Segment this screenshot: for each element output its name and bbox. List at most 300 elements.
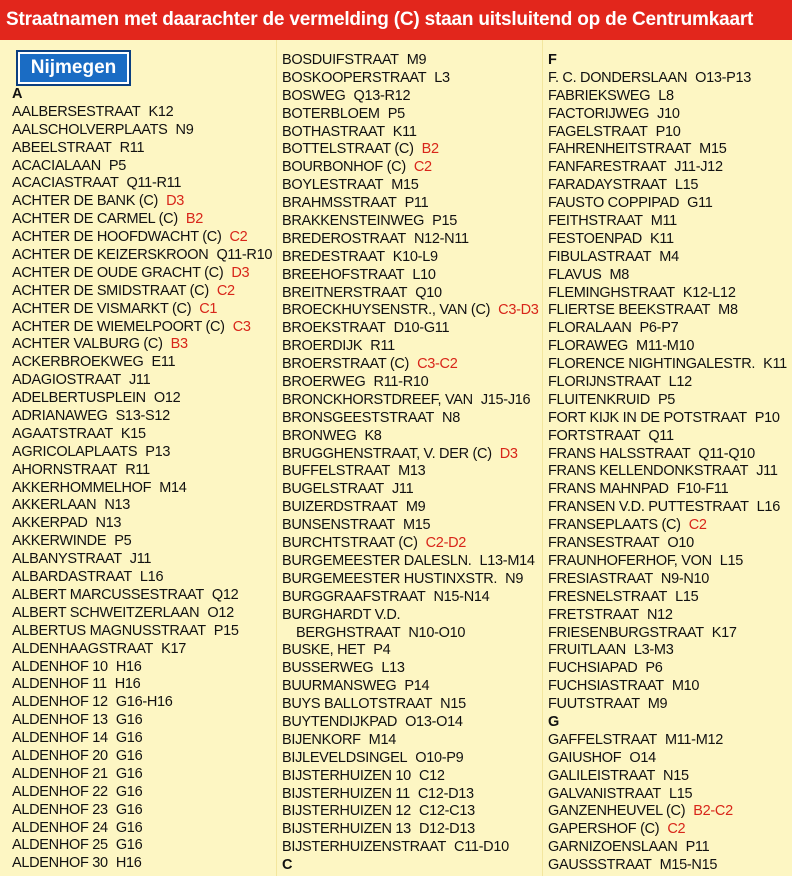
street-entry xyxy=(12,158,274,176)
map-grid-code: C11-D10 xyxy=(454,839,509,856)
street-entry xyxy=(548,499,792,517)
map-grid-code: L15 xyxy=(675,588,699,605)
street-entry xyxy=(282,159,544,177)
map-grid-code: L3-M3 xyxy=(633,642,674,659)
street-entry xyxy=(548,428,792,446)
map-grid-code: D10-G11 xyxy=(393,320,450,337)
street-entry xyxy=(12,104,274,122)
map-grid-code: M15 xyxy=(402,517,431,534)
map-grid-code: M9 xyxy=(406,52,427,68)
street-name: ALDENHOF 12 xyxy=(12,694,108,711)
map-grid-code: K11 xyxy=(763,356,787,373)
street-name: ACHTER DE OUDE GRACHT (C) xyxy=(12,264,224,281)
map-grid-code: Q13-R12 xyxy=(353,87,411,104)
street-name: FLORIJNSTRAAT xyxy=(548,374,661,391)
street-entry xyxy=(282,768,544,786)
street-name: ALDENHOF 10 xyxy=(12,658,108,675)
map-grid-code: J11 xyxy=(756,463,778,480)
street-entry xyxy=(12,515,274,533)
street-name: BIJSTERHUIZENSTRAAT xyxy=(282,839,447,856)
street-entry xyxy=(548,517,792,535)
street-entry xyxy=(548,302,792,320)
street-entry xyxy=(548,625,792,643)
map-grid-code: M8 xyxy=(718,302,738,319)
street-name: BROERWEG xyxy=(282,374,366,391)
street-entry xyxy=(548,786,792,804)
street-entry xyxy=(282,750,544,768)
street-name: AKKERPAD xyxy=(12,515,88,532)
street-name: AKKERWINDE xyxy=(12,533,107,550)
centrum-map-code: C3 xyxy=(232,318,251,335)
centrum-map-code: C2 xyxy=(413,159,432,176)
street-name: ALBANYSTRAAT xyxy=(12,551,122,568)
map-grid-code: Q11-R10 xyxy=(216,247,273,264)
street-name: FUCHSIASTRAAT xyxy=(548,678,664,695)
map-grid-code: O13-P13 xyxy=(695,69,752,86)
street-name: FAUSTO COPPIPAD xyxy=(548,195,680,212)
map-grid-code: M14 xyxy=(159,479,187,496)
map-grid-code: P4 xyxy=(373,642,391,659)
street-name: FRIESENBURGSTRAAT xyxy=(548,624,704,641)
street-name: ALBERT MARCUSSESTRAAT xyxy=(12,586,204,603)
map-grid-code: R11 xyxy=(370,338,395,355)
street-entry xyxy=(548,571,792,589)
map-grid-code: P5 xyxy=(108,157,127,174)
street-entry xyxy=(548,750,792,768)
street-name: ACHTER DE CARMEL (C) xyxy=(12,211,178,228)
index-section-letter: A xyxy=(12,86,23,102)
map-grid-code: J11 xyxy=(391,481,414,498)
street-entry xyxy=(282,535,544,553)
street-name: ACHTER DE HOOFDWACHT (C) xyxy=(12,229,222,246)
street-name: FRANSEN V.D. PUTTESTRAAT xyxy=(548,499,749,516)
map-grid-code: R11-R10 xyxy=(373,374,429,391)
street-entry xyxy=(548,285,792,303)
map-grid-code: K15 xyxy=(120,425,146,442)
street-entry xyxy=(282,392,544,410)
map-grid-code: P6 xyxy=(645,660,663,677)
map-grid-code: G16 xyxy=(115,765,143,782)
street-entry xyxy=(548,124,792,142)
street-entry xyxy=(282,446,544,464)
street-name: AALBERSESTRAAT xyxy=(12,103,141,120)
map-grid-code: N9-N10 xyxy=(660,570,710,587)
street-name: BIJSTERHUIZEN 12 xyxy=(282,803,411,820)
centrum-map-code: B2 xyxy=(421,141,439,158)
street-entry xyxy=(282,374,544,392)
street-name: FRESNELSTRAAT xyxy=(548,588,668,605)
street-entry xyxy=(282,553,544,571)
street-entry xyxy=(548,642,792,660)
street-entry xyxy=(548,535,792,553)
street-entry xyxy=(548,70,792,88)
street-name: BUIZERDSTRAAT xyxy=(282,499,398,516)
street-name: AGRICOLAPLAATS xyxy=(12,443,138,460)
map-grid-code: P10 xyxy=(655,123,681,140)
street-name: FUCHSIAPAD xyxy=(548,660,638,677)
street-entry xyxy=(548,553,792,571)
street-entry xyxy=(12,336,274,354)
street-entry xyxy=(282,821,544,839)
map-grid-code: P5 xyxy=(387,105,405,122)
street-name: BOSWEG xyxy=(282,87,346,104)
map-grid-code: G16 xyxy=(115,712,143,729)
column-divider xyxy=(276,40,277,876)
map-grid-code: L12 xyxy=(668,374,692,391)
map-grid-code: L15 xyxy=(674,177,699,194)
street-name: ALDENHOF 24 xyxy=(12,819,108,836)
map-grid-code: L15 xyxy=(668,785,693,802)
map-grid-code: N15 xyxy=(663,767,689,784)
street-name: AKKERHOMMELHOF xyxy=(12,479,152,496)
map-grid-code: J11 xyxy=(129,551,152,568)
street-name: ALBERT SCHWEITZERLAAN xyxy=(12,604,200,621)
map-grid-code: N13 xyxy=(95,515,122,532)
centrum-map-code: C3-D3 xyxy=(498,302,539,319)
street-name: BRONSGEESTSTRAAT xyxy=(282,409,435,426)
street-name: BRUGGHENSTRAAT, V. DER (C) xyxy=(282,445,492,462)
street-entry xyxy=(548,463,792,481)
map-grid-code: G16 xyxy=(115,783,143,800)
street-entry xyxy=(548,159,792,177)
street-entry xyxy=(548,88,792,106)
map-grid-code: H16 xyxy=(114,676,141,693)
street-entry xyxy=(12,659,274,677)
street-name: BUSSERWEG xyxy=(282,660,374,677)
street-name: FANFARESTRAAT xyxy=(548,159,667,176)
street-entry xyxy=(12,390,274,408)
street-index-column-2 xyxy=(282,52,544,875)
street-name: AGAATSTRAAT xyxy=(12,425,113,442)
street-name: FRESIASTRAAT xyxy=(548,570,653,587)
street-name: ACKERBROEKWEG xyxy=(12,354,144,371)
street-entry xyxy=(282,696,544,714)
centrum-map-code: C2 xyxy=(229,229,248,246)
street-name: FLAVUS xyxy=(548,266,602,283)
street-entry xyxy=(282,70,544,88)
street-entry xyxy=(12,623,274,641)
centrum-map-code: C2 xyxy=(688,517,707,534)
street-name: ALDENHOF 22 xyxy=(12,783,108,800)
street-entry xyxy=(12,551,274,569)
street-index-column-3 xyxy=(548,52,792,875)
street-name: FIBULASTRAAT xyxy=(548,248,652,265)
street-entry xyxy=(282,124,544,142)
map-grid-code: H16 xyxy=(115,658,142,675)
street-name: GAIUSHOF xyxy=(548,749,622,766)
city-name-badge: Nijmegen xyxy=(16,50,131,86)
street-entry xyxy=(12,122,274,140)
street-entry xyxy=(12,837,274,855)
street-name: BUGELSTRAAT xyxy=(282,481,384,498)
centrum-map-code: B2 xyxy=(185,211,204,228)
street-entry xyxy=(548,320,792,338)
street-entry xyxy=(282,428,544,446)
map-grid-code: N15 xyxy=(440,696,466,713)
street-name: ALBARDASTRAAT xyxy=(12,569,132,586)
street-name: ACHTER VALBURG (C) xyxy=(12,336,163,353)
centrum-map-code: C2 xyxy=(216,282,235,299)
street-entry xyxy=(12,283,274,301)
street-name: FRANSESTRAAT xyxy=(548,535,660,552)
map-grid-code: P10 xyxy=(754,409,780,426)
street-entry xyxy=(282,625,544,643)
street-entry xyxy=(12,175,274,193)
map-grid-code: O10-P9 xyxy=(415,749,464,766)
street-entry xyxy=(12,730,274,748)
street-entry xyxy=(12,676,274,694)
map-grid-code: C12-D13 xyxy=(417,785,474,802)
street-entry xyxy=(12,229,274,247)
map-grid-code: L16 xyxy=(756,499,780,516)
map-grid-code: P14 xyxy=(404,678,430,695)
street-entry xyxy=(12,802,274,820)
street-name: BOTERBLOEM xyxy=(282,105,380,122)
street-entry xyxy=(548,732,792,750)
street-name: BIJENKORF xyxy=(282,731,361,748)
street-name: BOSKOOPERSTRAAT xyxy=(282,69,427,86)
map-grid-code: L13-M14 xyxy=(479,552,535,569)
street-entry xyxy=(282,481,544,499)
map-grid-code: M15 xyxy=(699,141,727,158)
street-name: BUYS BALLOTSTRAAT xyxy=(282,696,433,713)
street-name: ACHTER DE WIEMELPOORT (C) xyxy=(12,318,225,335)
map-grid-code: F10-F11 xyxy=(676,481,729,498)
map-grid-code: K11 xyxy=(649,230,674,247)
street-name: F. C. DONDERSLAAN xyxy=(548,69,688,86)
map-grid-code: G11 xyxy=(687,195,713,212)
map-grid-code: L3 xyxy=(434,69,450,86)
street-name: ALDENHOF 21 xyxy=(12,765,108,782)
street-entry xyxy=(282,732,544,750)
centrum-notice-banner: Straatnamen met daarachter de vermelding (C) staan uitsluitend op de Centrumkaart xyxy=(0,0,792,40)
street-entry xyxy=(548,374,792,392)
map-grid-code: L16 xyxy=(139,569,164,586)
street-entry xyxy=(12,569,274,587)
street-name: ALDENHOF 25 xyxy=(12,837,108,854)
street-entry xyxy=(548,589,792,607)
street-entry xyxy=(548,481,792,499)
street-name: ACACIASTRAAT xyxy=(12,175,119,192)
map-grid-code: M15-N15 xyxy=(659,857,718,874)
street-name: FRANS HALSSTRAAT xyxy=(548,445,691,462)
map-grid-code: Q11 xyxy=(648,427,674,444)
street-name: ADRIANAWEG xyxy=(12,408,108,425)
street-entry xyxy=(282,106,544,124)
street-name: BERGHSTRAAT xyxy=(296,624,401,641)
map-grid-code: N9 xyxy=(505,570,524,587)
street-entry xyxy=(548,231,792,249)
street-name: ACHTER DE KEIZERSKROON xyxy=(12,247,209,264)
street-name: BIJSTERHUIZEN 10 xyxy=(282,767,411,784)
map-grid-code: L10 xyxy=(412,266,436,283)
street-name: FESTOENPAD xyxy=(548,230,642,247)
map-grid-code: M9 xyxy=(647,696,668,713)
street-entry xyxy=(548,446,792,464)
centrum-map-code: C3-C2 xyxy=(417,356,458,373)
map-grid-code: O14 xyxy=(629,749,656,766)
street-entry xyxy=(548,249,792,267)
street-name: GAFFELSTRAAT xyxy=(548,731,657,748)
street-entry xyxy=(12,712,274,730)
street-entry xyxy=(12,301,274,319)
street-entry xyxy=(12,820,274,838)
map-grid-code: M10 xyxy=(671,678,700,695)
street-entry xyxy=(282,338,544,356)
street-name: FRANS KELLENDONKSTRAAT xyxy=(548,463,749,480)
street-name: FACTORIJWEG xyxy=(548,105,650,122)
street-entry xyxy=(12,784,274,802)
street-name: ALDENHOF 20 xyxy=(12,747,108,764)
street-name: BREEHOFSTRAAT xyxy=(282,266,405,283)
street-entry xyxy=(282,356,544,374)
street-name: GANZENHEUVEL (C) xyxy=(548,803,686,820)
street-entry xyxy=(12,605,274,623)
map-grid-code: P5 xyxy=(114,533,132,550)
map-grid-code: M15 xyxy=(391,177,419,194)
street-entry xyxy=(12,748,274,766)
map-grid-code: D12-D13 xyxy=(418,821,475,838)
street-entry xyxy=(12,140,274,158)
street-name: BUNSENSTRAAT xyxy=(282,517,395,534)
map-grid-code: N12 xyxy=(646,606,673,623)
map-grid-code: L13 xyxy=(381,660,405,677)
map-grid-code: K10-L9 xyxy=(392,248,438,265)
street-entry xyxy=(12,247,274,265)
street-name: ALDENHOF 23 xyxy=(12,801,108,818)
map-grid-code: M13 xyxy=(398,463,426,480)
map-grid-code: Q10 xyxy=(415,284,442,301)
map-grid-code: G16 xyxy=(115,819,143,836)
street-entry xyxy=(548,177,792,195)
street-name: BURGHARDT V.D. xyxy=(282,606,401,623)
street-name: BRONWEG xyxy=(282,427,357,444)
map-grid-code: N9 xyxy=(175,121,194,138)
street-name: FORTSTRAAT xyxy=(548,427,641,444)
street-name: GALILEISTRAAT xyxy=(548,767,656,784)
street-name: BUYTENDIJKPAD xyxy=(282,713,398,730)
street-entry xyxy=(12,587,274,605)
street-name: BIJLEVELDSINGEL xyxy=(282,749,408,766)
street-entry xyxy=(282,302,544,320)
street-name: BOURBONHOF (C) xyxy=(282,159,406,176)
map-grid-code: J11 xyxy=(128,372,151,389)
street-entry xyxy=(282,803,544,821)
map-grid-code: M14 xyxy=(368,731,396,748)
street-entry xyxy=(548,195,792,213)
street-entry xyxy=(12,354,274,372)
street-name: BURGEMEESTER HUSTINXSTR. xyxy=(282,570,498,587)
map-grid-code: M9 xyxy=(405,499,426,516)
street-entry xyxy=(282,571,544,589)
street-entry xyxy=(12,265,274,283)
map-grid-code: K12-L12 xyxy=(682,284,736,301)
street-entry xyxy=(548,696,792,714)
map-grid-code: N10-O10 xyxy=(408,624,466,641)
street-name: FLORAWEG xyxy=(548,338,629,355)
map-grid-code: L8 xyxy=(658,87,674,104)
street-name: FRAUNHOFERHOF, VON xyxy=(548,552,712,569)
map-grid-code: L15 xyxy=(719,552,744,569)
street-index-column-1 xyxy=(12,86,274,873)
map-grid-code: O12 xyxy=(207,604,234,621)
map-grid-code: P11 xyxy=(404,195,429,212)
map-grid-code: N12-N11 xyxy=(413,230,469,247)
street-entry xyxy=(12,480,274,498)
map-grid-code: M8 xyxy=(609,266,630,283)
map-grid-code: R11 xyxy=(125,461,150,478)
street-name: BOTHASTRAAT xyxy=(282,123,385,140)
street-entry xyxy=(548,106,792,124)
street-name: ACHTER DE VISMARKT (C) xyxy=(12,300,192,317)
street-name: FEITHSTRAAT xyxy=(548,213,643,230)
map-grid-code: R11 xyxy=(119,139,145,156)
centrum-map-code: B3 xyxy=(170,336,188,353)
street-entry xyxy=(282,285,544,303)
centrum-map-code: D3 xyxy=(499,445,518,462)
street-entry xyxy=(12,497,274,515)
street-entry xyxy=(12,444,274,462)
street-name: ACHTER DE SMIDSTRAAT (C) xyxy=(12,282,209,299)
street-name: AALSCHOLVERPLAATS xyxy=(12,121,168,138)
street-name: BOTTELSTRAAT (C) xyxy=(282,141,414,158)
street-entry xyxy=(548,356,792,374)
map-grid-code: K8 xyxy=(364,427,382,444)
map-grid-code: G16-H16 xyxy=(115,694,173,711)
street-name: BOYLESTRAAT xyxy=(282,177,384,194)
map-grid-code: P5 xyxy=(657,391,676,408)
street-entry xyxy=(282,267,544,285)
street-entry xyxy=(12,855,274,873)
street-entry xyxy=(548,141,792,159)
map-grid-code: E11 xyxy=(151,354,176,371)
street-entry xyxy=(282,714,544,732)
street-name: BIJSTERHUIZEN 11 xyxy=(282,785,410,802)
street-name: BREDESTRAAT xyxy=(282,248,385,265)
street-name: BIJSTERHUIZEN 13 xyxy=(282,821,411,838)
street-name: GAUSSSTRAAT xyxy=(548,857,652,874)
street-entry xyxy=(282,52,544,70)
map-grid-code: C12-C13 xyxy=(418,803,475,820)
map-grid-code: J15-J16 xyxy=(480,391,531,408)
street-entry xyxy=(282,642,544,660)
street-name: BURGEMEESTER DALESLN. xyxy=(282,552,472,569)
street-entry xyxy=(548,821,792,839)
street-entry xyxy=(282,213,544,231)
map-grid-code: M11 xyxy=(650,213,677,230)
centrum-map-code: D3 xyxy=(166,193,184,210)
street-entry xyxy=(282,499,544,517)
street-entry xyxy=(12,533,274,551)
street-entry xyxy=(12,211,274,229)
street-name: FLIERTSE BEEKSTRAAT xyxy=(548,302,711,319)
map-grid-code: M4 xyxy=(659,248,679,265)
centrum-map-code: B2-C2 xyxy=(693,803,733,820)
street-name: FARADAYSTRAAT xyxy=(548,177,667,194)
map-grid-code: P15 xyxy=(213,622,239,639)
street-name: ACACIALAAN xyxy=(12,157,101,174)
street-name: ALDENHOF 13 xyxy=(12,712,108,729)
street-entry xyxy=(282,786,544,804)
map-grid-code: K11 xyxy=(392,123,417,140)
street-name: BROERSTRAAT (C) xyxy=(282,356,410,373)
street-name: GALVANISTRAAT xyxy=(548,785,661,802)
map-grid-code: P13 xyxy=(145,443,171,460)
street-entry xyxy=(12,193,274,211)
street-name: BROERDIJK xyxy=(282,338,363,355)
street-name: BRONCKHORSTDREEF, VAN xyxy=(282,391,473,408)
street-name: BURGGRAAFSTRAAT xyxy=(282,588,426,605)
